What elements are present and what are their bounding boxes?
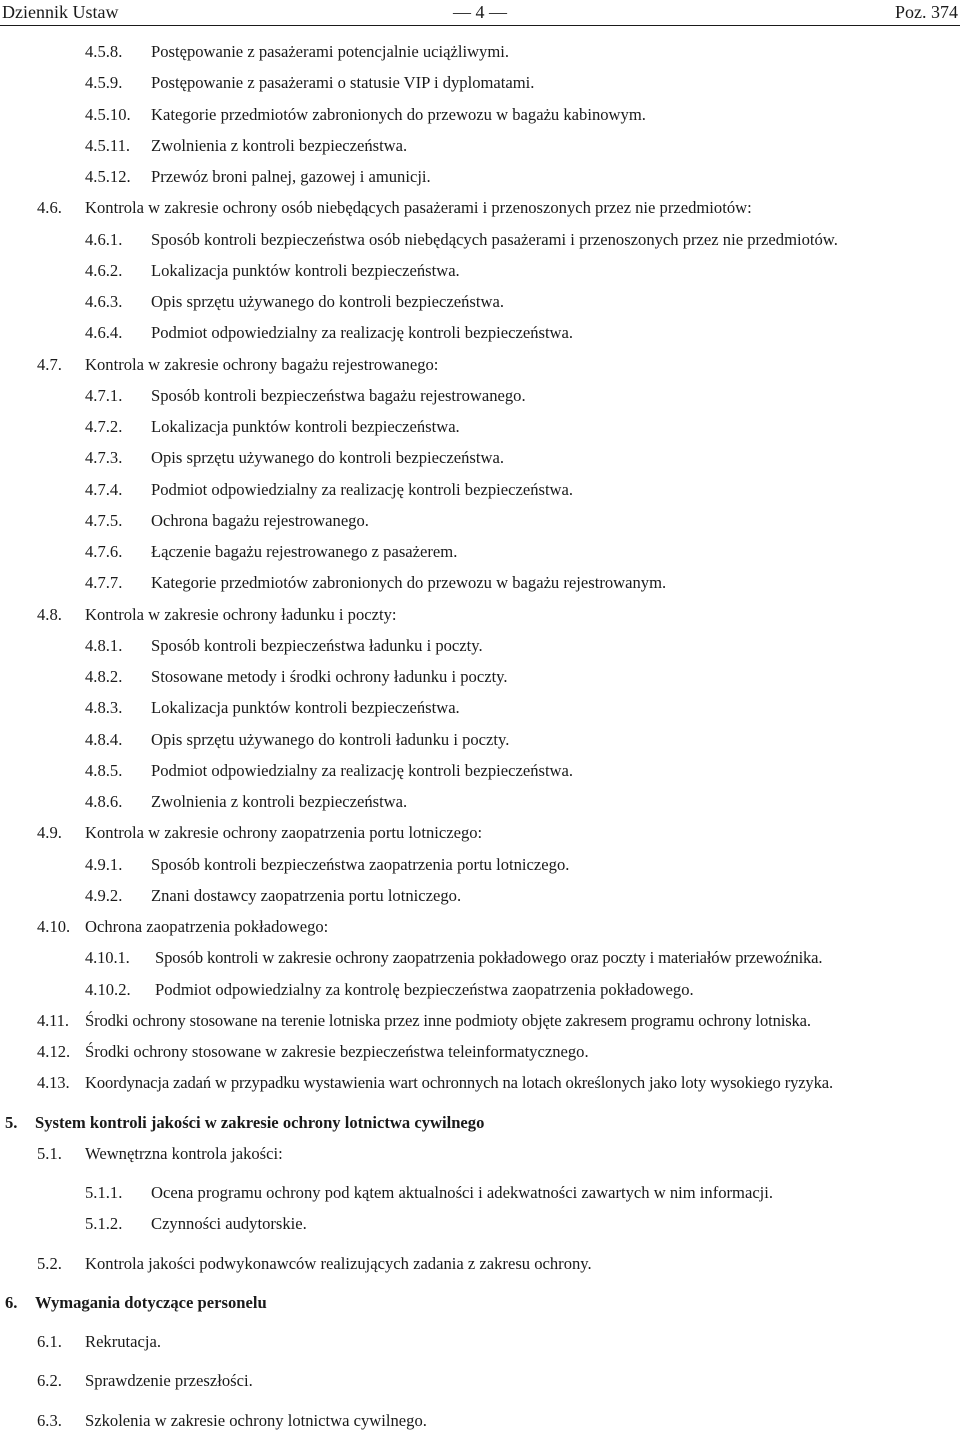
item-text: Szkolenia w zakresie ochrony lotnictwa cywilnego. bbox=[85, 1410, 427, 1430]
list-item bbox=[0, 505, 960, 536]
item-text: Sposób kontroli bezpieczeństwa osób niebędących pasażerami i przenoszonych przez nie przedmiotów. bbox=[151, 229, 838, 249]
item-text: Kontrola w zakresie ochrony ładunku i poczty: bbox=[85, 604, 397, 624]
document-body bbox=[0, 36, 960, 1436]
section-heading bbox=[0, 911, 960, 942]
journal-title: Dziennik Ustaw bbox=[2, 2, 119, 22]
item-number: 4.9.1. bbox=[85, 854, 123, 874]
section-heading bbox=[0, 1036, 960, 1067]
item-number: 4.7.3. bbox=[85, 448, 123, 468]
section-heading bbox=[0, 1248, 960, 1279]
item-text: Lokalizacja punktów kontroli bezpieczeństwa. bbox=[151, 260, 460, 280]
item-text: Podmiot odpowiedzialny za realizację kontroli bezpieczeństwa. bbox=[151, 760, 574, 780]
section-heading bbox=[0, 1067, 960, 1098]
list-item bbox=[0, 1208, 960, 1239]
list-item bbox=[0, 99, 960, 130]
item-number: 4.6.2. bbox=[85, 260, 123, 280]
item-number: 4.10. bbox=[37, 917, 71, 936]
item-text: Podmiot odpowiedzialny za realizację kontroli bezpieczeństwa. bbox=[151, 479, 574, 499]
item-number: 4.6.4. bbox=[85, 323, 123, 343]
list-item bbox=[0, 661, 960, 692]
item-text: Rekrutacja. bbox=[85, 1332, 162, 1351]
item-number: 4.13. bbox=[37, 1073, 70, 1093]
item-text: Wymagania dotyczące personelu bbox=[35, 1292, 267, 1312]
list-item bbox=[0, 442, 960, 473]
item-number: 4.8.2. bbox=[85, 667, 123, 686]
section-heading bbox=[0, 1405, 960, 1436]
item-number: 5.2. bbox=[37, 1253, 62, 1273]
item-number: 6.1. bbox=[37, 1332, 62, 1351]
section-heading bbox=[0, 349, 960, 380]
list-item bbox=[0, 161, 960, 192]
item-text: Lokalizacja punktów kontroli bezpieczeństwa. bbox=[151, 417, 460, 436]
item-number: 4.8. bbox=[37, 604, 62, 624]
item-text: Postępowanie z pasażerami potencjalnie uciążliwymi. bbox=[151, 42, 510, 61]
item-text: Sposób kontroli w zakresie ochrony zaopatrzenia pokładowego oraz poczty i materiałów przewoźnika. bbox=[155, 948, 823, 968]
item-number: 4.5.12. bbox=[85, 167, 131, 186]
item-text: Podmiot odpowiedzialny za kontrolę bezpieczeństwa zaopatrzenia pokładowego. bbox=[155, 979, 694, 999]
list-item bbox=[0, 536, 960, 567]
section-heading bbox=[0, 1365, 960, 1396]
item-text: Podmiot odpowiedzialny za realizację kontroli bezpieczeństwa. bbox=[151, 323, 574, 343]
item-text: Łączenie bagażu rejestrowanego z pasażerem. bbox=[151, 542, 458, 561]
item-text: Kontrola w zakresie ochrony bagażu rejestrowanego: bbox=[85, 354, 439, 374]
item-number: 4.9.2. bbox=[85, 885, 123, 905]
item-text: Zwolnienia z kontroli bezpieczeństwa. bbox=[151, 792, 408, 811]
list-item bbox=[0, 317, 960, 348]
item-text: Postępowanie z pasażerami o statusie VIP i dyplomatami. bbox=[151, 73, 535, 93]
item-number: 6. bbox=[5, 1292, 18, 1312]
item-number: 4.8.3. bbox=[85, 698, 123, 718]
item-text: Czynności audytorskie. bbox=[151, 1214, 307, 1234]
section-heading bbox=[0, 1005, 960, 1036]
item-number: 5.1.1. bbox=[85, 1183, 123, 1202]
list-item bbox=[0, 224, 960, 255]
item-text: Opis sprzętu używanego do kontroli bezpieczeństwa. bbox=[151, 448, 504, 468]
item-text: Przewóz broni palnej, gazowej i amunicji. bbox=[151, 167, 431, 186]
item-text: Opis sprzętu używanego do kontroli ładunku i poczty. bbox=[151, 729, 510, 749]
item-number: 4.5.9. bbox=[85, 73, 123, 93]
list-item bbox=[0, 630, 960, 661]
item-number: 4.7.5. bbox=[85, 510, 123, 530]
item-text: System kontroli jakości w zakresie ochrony lotnictwa cywilnego bbox=[35, 1112, 485, 1132]
item-text: Ochrona zaopatrzenia pokładowego: bbox=[85, 917, 329, 936]
item-number: 4.7. bbox=[37, 354, 62, 374]
list-item bbox=[0, 411, 960, 442]
item-text: Sprawdzenie przeszłości. bbox=[85, 1371, 253, 1391]
list-item bbox=[0, 567, 960, 598]
item-number: 4.5.8. bbox=[85, 42, 123, 61]
item-number: 4.6.3. bbox=[85, 292, 123, 311]
item-text: Stosowane metody i środki ochrony ładunku i poczty. bbox=[151, 667, 508, 686]
item-number: 4.7.2. bbox=[85, 417, 123, 436]
list-item bbox=[0, 786, 960, 817]
item-text: Sposób kontroli bezpieczeństwa zaopatrzenia portu lotniczego. bbox=[151, 854, 570, 874]
section-heading bbox=[0, 817, 960, 848]
item-number: 5.1. bbox=[37, 1143, 62, 1163]
chapter-heading bbox=[0, 1287, 960, 1318]
page-header bbox=[0, 0, 960, 26]
item-text: Kontrola w zakresie ochrony zaopatrzenia portu lotniczego: bbox=[85, 823, 483, 843]
list-item bbox=[0, 755, 960, 786]
item-text: Środki ochrony stosowane na terenie lotniska przez inne podmioty objęte zakresem programu ochrony lotniska. bbox=[85, 1010, 811, 1030]
item-number: 4.5.10. bbox=[85, 104, 131, 124]
section-heading bbox=[0, 1138, 960, 1169]
item-number: 6.2. bbox=[37, 1371, 62, 1391]
item-number: 4.7.4. bbox=[85, 479, 123, 499]
item-number: 4.9. bbox=[37, 823, 62, 843]
item-text: Opis sprzętu używanego do kontroli bezpieczeństwa. bbox=[151, 292, 504, 311]
list-item bbox=[0, 255, 960, 286]
list-item bbox=[0, 724, 960, 755]
list-item bbox=[0, 474, 960, 505]
item-number: 5.1.2. bbox=[85, 1214, 123, 1234]
item-text: Sposób kontroli bezpieczeństwa bagażu rejestrowanego. bbox=[151, 385, 526, 405]
page-number: — 4 — bbox=[453, 2, 507, 22]
list-item bbox=[0, 380, 960, 411]
item-text: Wewnętrzna kontrola jakości: bbox=[85, 1143, 283, 1163]
item-number: 4.8.1. bbox=[85, 635, 123, 655]
item-number: 4.11. bbox=[37, 1010, 69, 1030]
item-text: Kontrola w zakresie ochrony osób niebędących pasażerami i przenoszonych przez nie przedmiotów: bbox=[85, 198, 752, 218]
item-number: 4.8.5. bbox=[85, 760, 123, 780]
list-item bbox=[0, 849, 960, 880]
item-text: Ocena programu ochrony pod kątem aktualności i adekwatności zawartych w nim informacji. bbox=[151, 1183, 774, 1202]
section-heading bbox=[0, 192, 960, 223]
item-text: Ochrona bagażu rejestrowanego. bbox=[151, 510, 369, 530]
item-number: 4.12. bbox=[37, 1042, 71, 1061]
list-item bbox=[0, 880, 960, 911]
item-number: 4.5.11. bbox=[85, 135, 131, 155]
section-heading bbox=[0, 599, 960, 630]
item-text: Zwolnienia z kontroli bezpieczeństwa. bbox=[151, 135, 408, 155]
list-item bbox=[0, 692, 960, 723]
list-item bbox=[0, 130, 960, 161]
list-item bbox=[0, 36, 960, 67]
item-number: 4.8.4. bbox=[85, 729, 123, 749]
item-number: 4.7.6. bbox=[85, 542, 123, 561]
item-number: 4.7.1. bbox=[85, 385, 123, 405]
list-item bbox=[0, 67, 960, 98]
list-item bbox=[0, 286, 960, 317]
section-heading bbox=[0, 1326, 960, 1357]
item-number: 4.7.7. bbox=[85, 573, 123, 593]
item-text: Znani dostawcy zaopatrzenia portu lotniczego. bbox=[151, 885, 462, 905]
item-number: 4.10.1. bbox=[85, 948, 130, 968]
item-text: Lokalizacja punktów kontroli bezpieczeństwa. bbox=[151, 698, 460, 718]
item-number: 5. bbox=[5, 1112, 18, 1132]
position-number: Poz. 374 bbox=[895, 2, 958, 22]
list-item bbox=[0, 942, 960, 973]
list-item bbox=[0, 1177, 960, 1208]
item-text: Sposób kontroli bezpieczeństwa ładunku i poczty. bbox=[151, 635, 483, 655]
item-number: 4.6. bbox=[37, 198, 62, 218]
item-text: Środki ochrony stosowane w zakresie bezpieczeństwa teleinformatycznego. bbox=[85, 1042, 589, 1061]
item-number: 4.10.2. bbox=[85, 979, 131, 999]
item-text: Kategorie przedmiotów zabronionych do przewozu w bagażu kabinowym. bbox=[151, 104, 646, 124]
item-text: Kategorie przedmiotów zabronionych do przewozu w bagażu rejestrowanym. bbox=[151, 573, 667, 593]
header-rule bbox=[0, 25, 960, 26]
item-number: 6.3. bbox=[37, 1410, 62, 1430]
item-number: 4.8.6. bbox=[85, 792, 123, 811]
item-text: Koordynacja zadań w przypadku wystawienia wart ochronnych na lotach określonych jako loty wysokiego ryzyka. bbox=[85, 1073, 833, 1093]
item-text: Kontrola jakości podwykonawców realizujących zadania z zakresu ochrony. bbox=[85, 1253, 592, 1273]
list-item bbox=[0, 974, 960, 1005]
item-number: 4.6.1. bbox=[85, 229, 123, 249]
chapter-heading bbox=[0, 1107, 960, 1138]
